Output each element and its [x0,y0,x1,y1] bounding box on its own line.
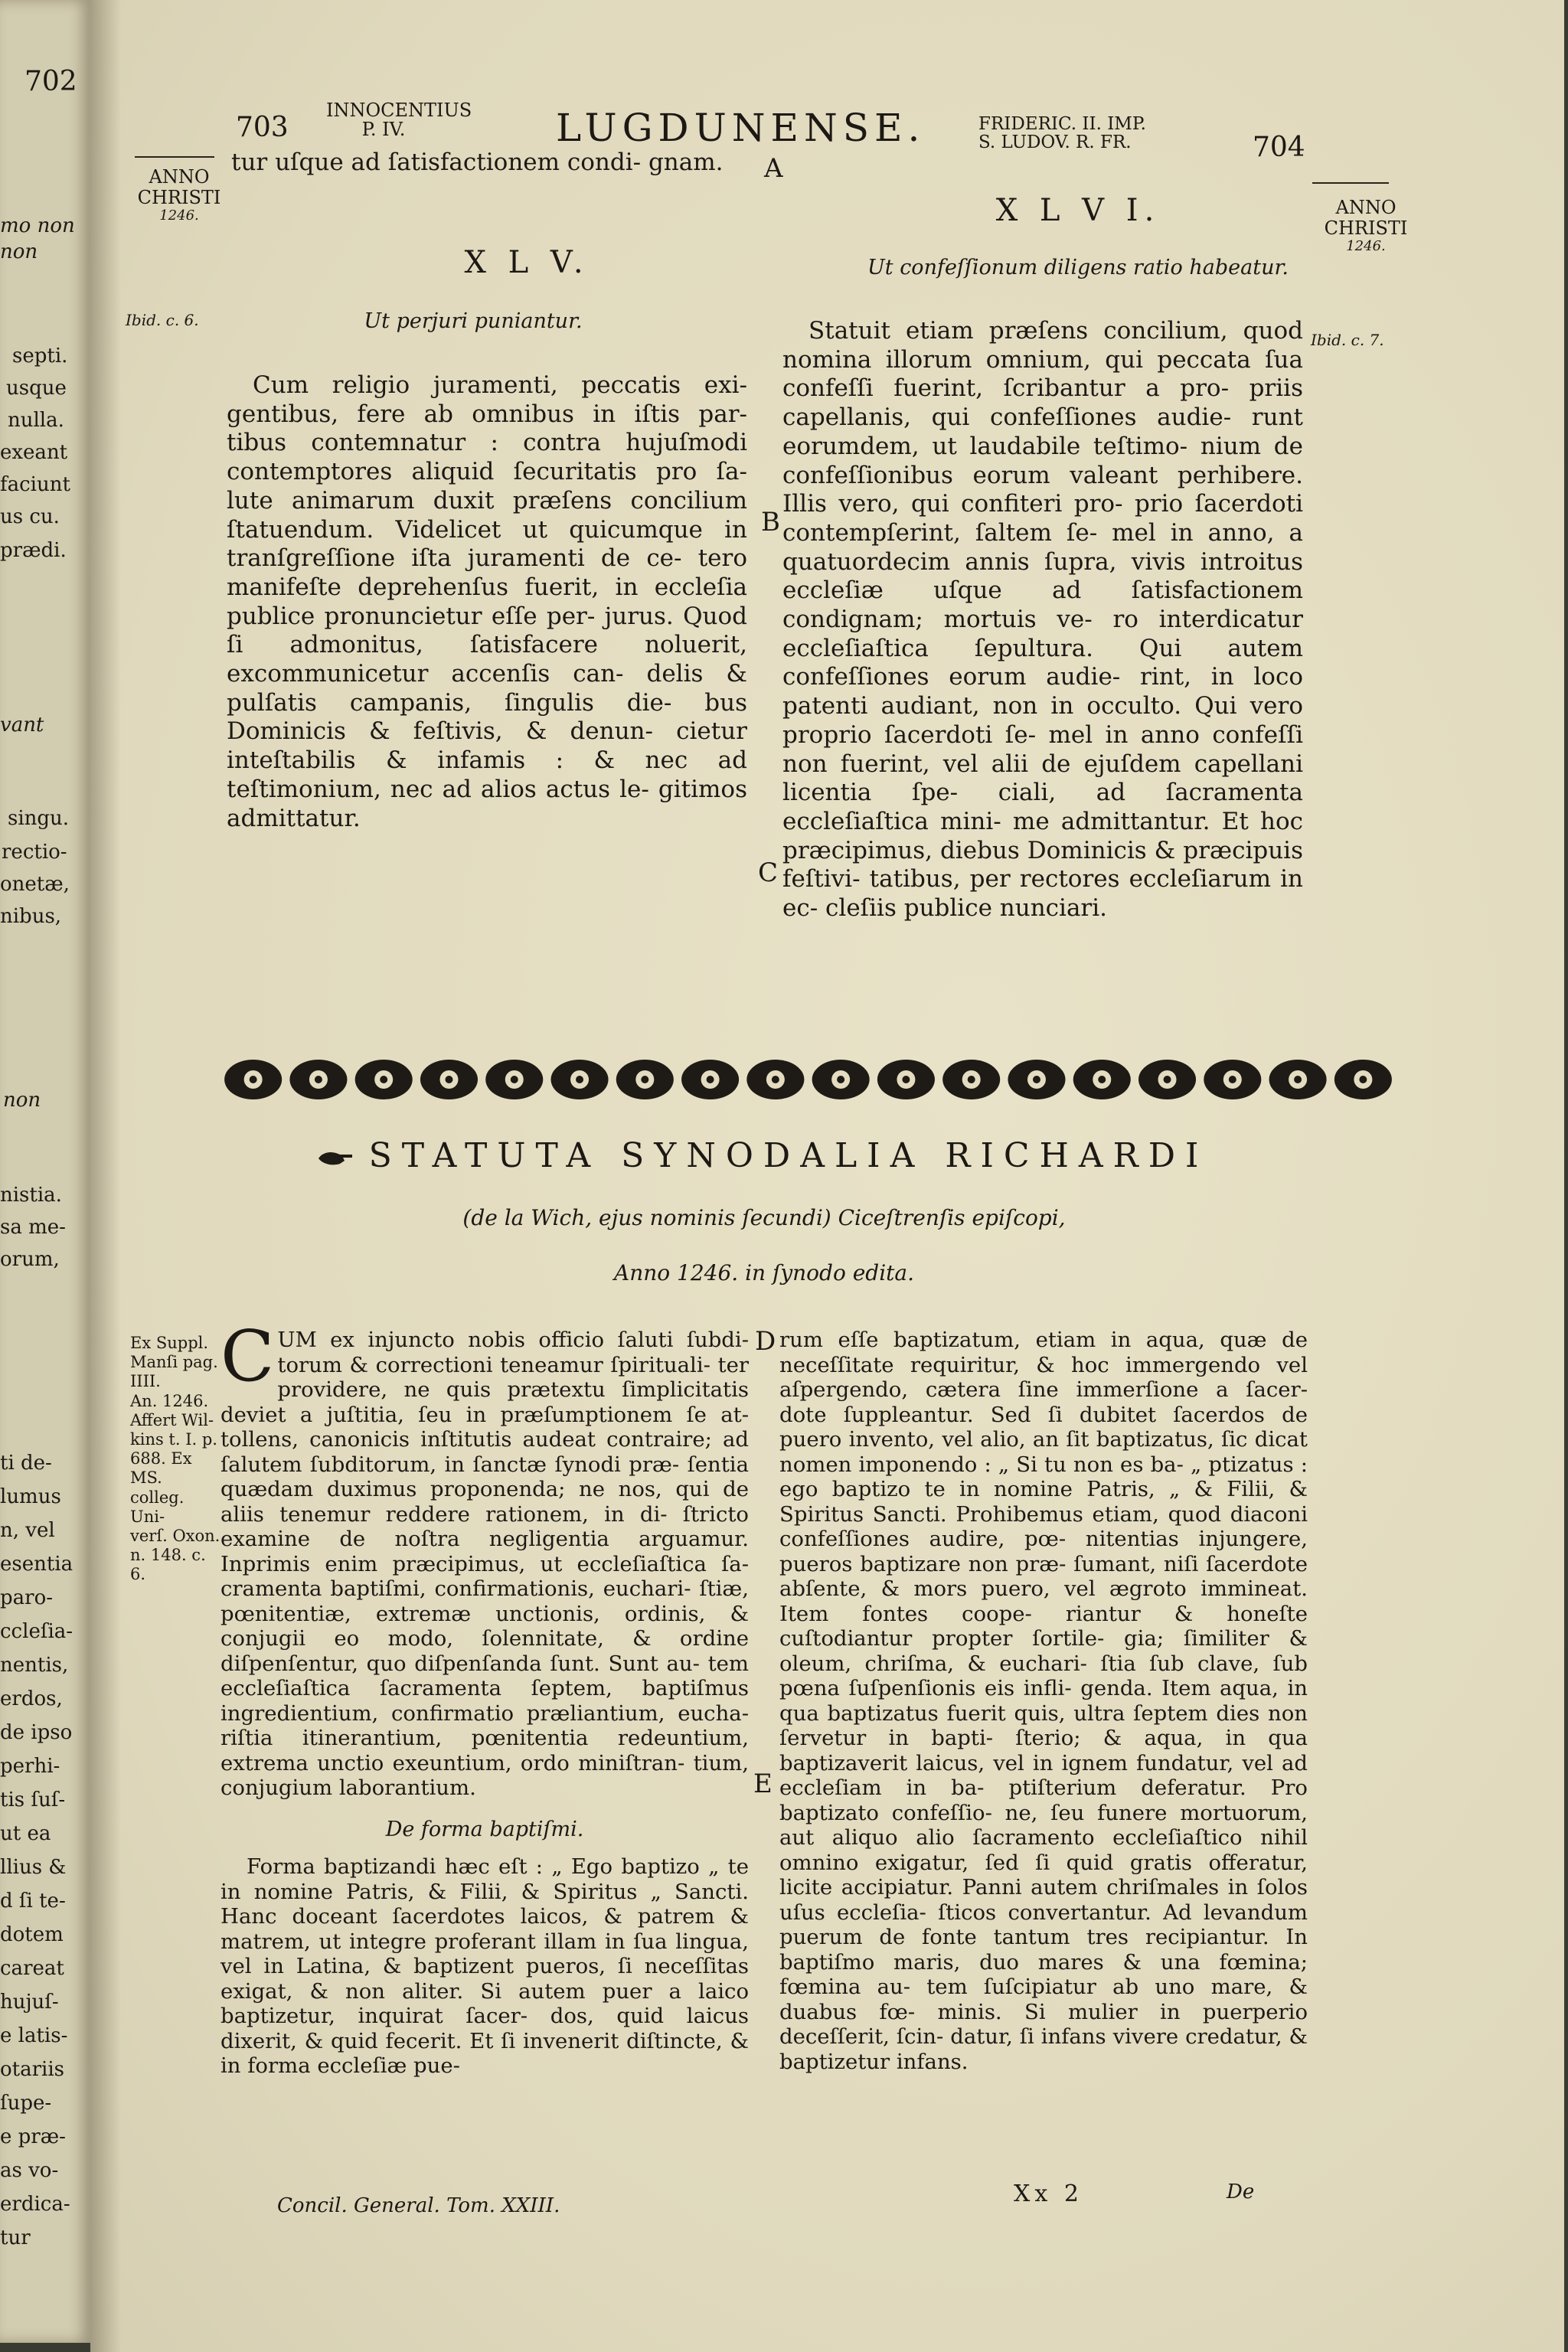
ornament-motif [485,1060,543,1099]
footer-catchword: De [1227,2180,1255,2203]
previous-page-number: 702 [24,66,77,97]
lp-fragment: paro- [0,1586,54,1609]
lp-fragment: erdos, [0,1687,63,1710]
lp-fragment: tis ſuſ- [0,1788,66,1811]
lp-fragment: ſupe- [0,2092,52,2115]
ornament-motif [1204,1060,1261,1099]
section-46-title: Ut confeſſionum diligens ratio habeatur. [867,256,1289,279]
lp-fragment: us cu. [0,505,60,528]
anno-right: ANNO CHRISTI 1246. [1324,197,1408,254]
ornament-motif [1334,1060,1392,1099]
header-title: LUGDUNENSE. [556,106,926,150]
lp-fragment: ut ea [0,1822,51,1845]
lp-fragment: septi. [12,345,68,368]
ornament-motif [1008,1060,1065,1099]
drop-cap: C [220,1315,275,1397]
statuta-subtitle: (de la Wich, ejus nominis ſecundi) Ciceſtrenſis epiſcopi, [462,1205,1066,1230]
lp-fragment: as vo- [0,2159,59,2182]
lp-fragment: non [3,1089,41,1112]
section-46-text: Statuit etiam præſens concilium, quod nomina illorum omnium, qui peccata ſua confeſſi fuerint, ſcribantur a pro- priis capellanis, qui confeſſiones audie- runt eorumdem, ut laudabile teſtimo- nium de confeſſionibus eorum valeant perhibere. Illis vero, qui confiteri pro- prio ſacerdoti contempſerint, ſaltem ſe- mel in anno, a quatuordecim annis ſupra, vivis introitus eccleſiæ uſque ad ſatisfactionem condignam; mortuis ve- ro interdicatur eccleſiaſtica ſepultura. Qui autem confeſſiones eorum audie- rint, in loco patenti audiant, non in occulto. Qui vero proprio ſacerdoti ſe- mel in anno confeſſi non fuerint, vel alii de ejuſdem capellani licentia ſpe- ciali, ad ſacramenta eccleſiaſtica mini- me admittantur. Et hoc præcipimus, diebus Dominicis & præcipuis feſtivi- tatibus, per rectores eccleſiarum in ec- cleſiis publice nunciari. [782,317,1303,923]
footer-volume: Concil. General. Tom. XXIII. [277,2194,560,2217]
section-46-reference: Ibid. c. 7. [1311,331,1384,349]
section-45-text: Cum religio juramenti, peccatis exi- gentibus, fere ab omnibus in iſtis par- tibus contemnatur : contra hujuſmodi contemptores aliquid ſecuritatis pro ſa- lute animarum duxit præſens concilium ſtatuendum. Videlicet ut quicumque in tranſgreſſione iſta juramenti de ce- tero manifeſte deprehenſus fuerit, in eccleſia publice pronuncietur eſſe per- jurus. Quod ſi admonitus, ſatisfacere noluerit, excommunicetur accenſis can- delis & pulſatis campanis, ſingulis die- bus Dominicis & feſtivis, & denun- cietur inteſtabilis & infamis : & nec ad teſtimonium, nec ad alios actus le- gitimos admittatur. [227,371,747,832]
section-letter: D [755,1326,776,1357]
previous-page-strip [0,0,90,2343]
right-page-number: 704 [1253,132,1305,163]
continuation-text: tur uſque ad ſatisfactionem condi- gnam. [231,149,724,176]
lp-fragment: nibus, [0,905,62,928]
ornament-motif [746,1060,804,1099]
lp-fragment: careat [0,1957,64,1980]
ornament-motif [224,1060,282,1099]
ornament-motif [551,1060,609,1099]
ornament-motif [812,1060,870,1099]
lp-fragment: d ſi te- [0,1890,66,1913]
lp-fragment: lumus [0,1485,61,1508]
lp-fragment: hujuſ- [0,1991,59,2014]
ornament-band [220,1055,1396,1104]
lp-fragment: e præ- [0,2125,66,2148]
header-emperor: FRIDERIC. II. IMP. S. LUDOV. R. FR. [978,114,1146,153]
section-45-reference: Ibid. c. 6. [126,311,199,329]
lp-fragment: dotem [0,1923,64,1946]
section-45-title: Ut perjuri puniantur. [364,309,583,333]
section-number-45: X L V. [464,245,590,280]
pointing-hand-icon [317,1148,355,1168]
ornament-motif [1269,1060,1327,1099]
header-rule-right [1312,182,1389,184]
lp-fragment: nentis, [0,1654,69,1677]
statuta-title: STATUTA SYNODALIA RICHARDI [165,1136,1360,1175]
ornament-motif [289,1060,347,1099]
lp-fragment: otariis [0,2058,65,2081]
ornament-motif [616,1060,674,1099]
lp-fragment: n, vel [0,1519,55,1542]
lp-fragment: prædi. [0,539,67,562]
sub-heading-baptism: De forma baptiſmi. [385,1817,584,1841]
ornament-motif [681,1060,739,1099]
ornament-motif [1138,1060,1196,1099]
section-letter: E [753,1769,773,1799]
lp-fragment: nulla. [8,409,64,432]
statuta-left-column: CUM ex injuncto nobis officio ſaluti ſubdi- torum & correctioni teneamur ſpirituali- ter providere, ne quis prætextu ſimplicitatis deviet a juſtitia, ſeu in præſumptionem ſe at- tollens, canonicis inſtitutis audeat contraire; ad ſalutem ſubditorum, in ſanctæ ſynodi præ- ſentia quædam duximus proponenda; ne nos, qui de aliis tenemur reddere rationem, in di- ſtricto examine de noſtra negligentia arguamur. Inprimis enim præcipimus, ut eccleſiaſtica ſa- cramenta baptiſmi, confirmationis, euchari- ſtiæ, pœnitentiæ, extremæ unctionis, ordinis, & conjugii eo modo, ſolennitate, & ordine diſpenſentur, quo diſpenſanda ſunt. Sunt au- tem eccleſiaſtica ſacramenta ſeptem, baptiſmus ingredientium, confirmatio præliantium, eucha- riſtia itinerantium, pœnitentia redeuntium, extrema unctio exeuntium, ordo miniſtran- tium, conjugium laborantium. De forma baptiſmi. Forma baptizandi hæc eſt : „ Ego baptizo „ te in nomine Patris, & Filii, & Spiritus „ Sancti. Hanc doceant ſacerdotes laicos, & patrem & matrem, ut integre proferant illam in ſua lingua, vel in Latina, & baptizent pueros, ſi neceſſitas exigat, & non aliter. Si autem puer a laico baptizetur, inquirat ſacer- dos, quid laicus dixerit, & quid fecerit. Et ſi invenerit diſtincte, & in forma eccleſiæ pue- [220,1315,749,2078]
ornament-motif [355,1060,413,1099]
lp-fragment: perhi- [0,1755,60,1778]
section-letter: C [758,858,779,888]
ornament-motif [420,1060,478,1099]
lp-fragment: vant [0,714,44,737]
statuta-date: Anno 1246. in ſynodo edita. [613,1260,915,1285]
lp-fragment: nistia. [0,1184,62,1207]
lp-fragment: esentia [0,1553,74,1576]
lp-fragment: llius & [0,1856,67,1879]
lp-fragment: sa me- [0,1216,66,1239]
anno-left: ANNO CHRISTI 1246. [137,166,221,224]
lp-fragment: ti de- [0,1452,52,1475]
ornament-motif [877,1060,935,1099]
lp-fragment: non [0,240,38,263]
header-rule-left [135,156,214,158]
ornament-motif [1073,1060,1131,1099]
main-page [90,0,1564,2352]
lp-fragment: exeant [0,441,68,464]
lp-fragment: e latis- [0,2024,68,2047]
lp-fragment: ccleſia- [0,1620,74,1643]
lp-fragment: rectio- [2,841,67,864]
lp-fragment: faciunt [0,473,70,496]
lp-fragment: de ipso [0,1721,73,1744]
lp-fragment: onetæ, [0,873,70,896]
left-page-number: 703 [236,112,289,143]
section-number-46: X L V I. [995,193,1161,228]
header-pope: INNOCENTIUS P. IV. [326,100,472,141]
lp-fragment: mo non [0,214,75,237]
source-side-note: Ex Suppl. Manſi pag. IIII. An. 1246. Affert Wil- kins t. I. p. 688. Ex MS. colleg. Uni- verſ. Oxon. n. 148. c. 6. [130,1334,220,1584]
statuta-right-column: rum eſſe baptizatum, etiam in aqua, quæ de neceſſitate requiritur, & hoc immergendo vel aſpergendo, cætera ſine immerſione a ſacer- dote ſuppleantur. Sed ſi dubitet ſacerdos de puero invento, vel alio, an ſit baptizatus, ſic dicat nomen imponendo : „ Si tu non es ba- „ ptizatus : ego baptizo te in nomine Patris, „ & Filii, & Spiritus Sancti. Prohibemus etiam, quod diaconi confeſſiones audire, pœ- nitentias injungere, pueros baptizare non præ- ſumant, niſi ſacerdote abſente, & mors puero, vel ægroto immineat. Item fontes coope- riantur & honeſte cuſtodiantur propter ſortile- gia; ſimiliter & oleum, chriſma, & euchari- ſtia ſub clave, ſub pœna ſuſpenſionis eis infli- genda. Item aqua, in qua baptizatus fuerit quis, ultra ſeptem dies non ſervetur in bapti- ſterio; & aqua, in qua baptizaverit laicus, vel in ignem fundatur, vel ad eccleſiam in ba- ptiſterium deferatur. Pro baptizato confeſſio- ne, ſeu funere mortuorum, aut aliquo alio ſacramento eccleſiaſtico nihil omnino exigatur, ſed ſi quid gratis offeratur, licite accipiatur. Panni autem chriſmales in ſolos uſus eccleſia- ſticos convertantur. Ad levandum puerum de fonte tantum tres recipiantur. In baptiſmo maris, duo mares & una fœmina; fœmina au- tem ſuſcipiatur ab uno mare, & duabus fœ- minis. Si mulier in puerperio deceſſerit, ſcin- datur, ſi infans vivere credatur, & baptizetur infans. [779,1328,1308,2074]
section-letter: B [761,507,780,537]
lp-fragment: erdica- [0,2193,70,2216]
lp-fragment: singu. [8,807,70,830]
gutter-shadow [90,0,121,2352]
footer-signature: Xx 2 [1014,2180,1083,2207]
lp-fragment: usque [6,377,67,400]
lp-fragment: tur [0,2226,31,2249]
lp-fragment: orum, [0,1248,60,1271]
ornament-motif [942,1060,1000,1099]
section-letter: A [764,153,783,184]
